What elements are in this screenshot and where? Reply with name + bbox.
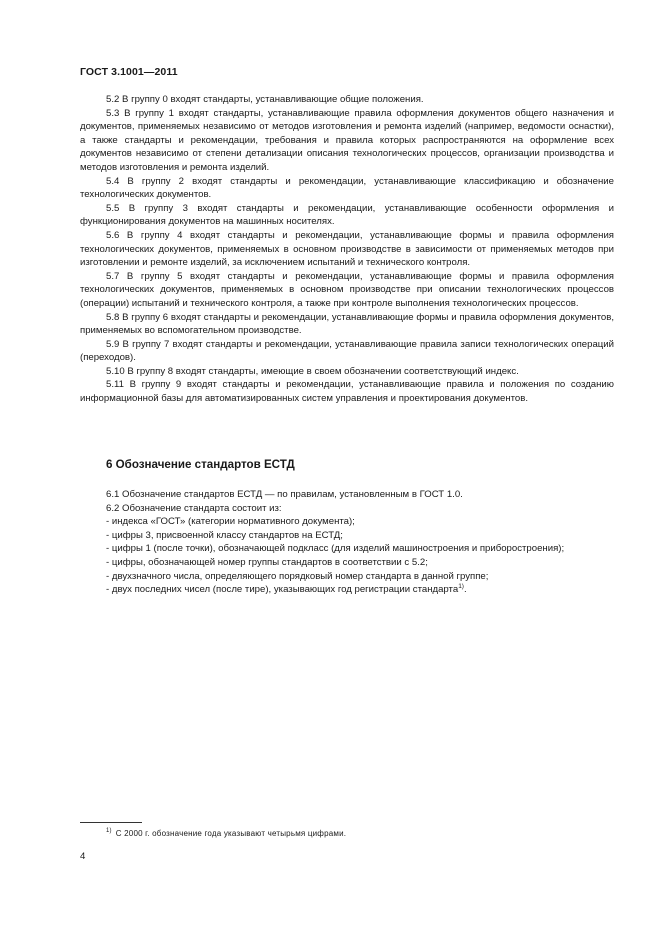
page-number: 4 (80, 851, 86, 862)
paragraph-5-3: 5.3 В группу 1 входят стандарты, устанавливающие правила оформления документов общего назначения и документов, применяемых независимо от методов изготовления и ремонта изделий (например, ведомости оснастки), а также стандарты и рекомендации, требования и правила которых распространяются на оформление всех документов независимо от степени детализации описания технологических процессов, организации производства и методов изготовления и ремонта изделий. (80, 107, 614, 173)
paragraph-6-2: 6.2 Обозначение стандарта состоит из: (106, 502, 282, 514)
paragraph-5-5: 5.5 В группу 3 входят стандарты и рекомендации, устанавливающие особенности оформления и функционирования документов на машинных носителях. (80, 202, 614, 228)
paragraph-6-1: 6.1 Обозначение стандартов ЕСТД — по правилам, установленным в ГОСТ 1.0. (106, 489, 463, 500)
section-5-body (80, 93, 614, 406)
paragraph-5-11: 5.11 В группу 9 входят стандарты и рекомендации, устанавливающие правила и положения по созданию информационной базы для автоматизированных систем управления и проектирования документов. (80, 379, 614, 405)
paragraph-5-6: 5.6 В группу 4 входят стандарты и рекомендации, устанавливающие формы и правила оформления технологических документов, применяемых в основном производстве в зависимости от применяемых методов при изготовлении и ремонте изделий, за исключением испытаний и технического контроля. (80, 229, 614, 269)
section-6-body (80, 488, 614, 597)
footnote-text: С 2000 г. обозначение года указывают четырьмя цифрами. (115, 829, 347, 838)
paragraph-5-9: 5.9 В группу 7 входят стандарты и рекомендации, устанавливающие правила записи технологических операций (переходов). (80, 338, 614, 364)
list-item: - цифры, обозначающей номер группы стандартов в соответствии с 5.2; (106, 556, 428, 568)
section-6-heading: 6 Обозначение стандартов ЕСТД (106, 458, 295, 471)
document-header: ГОСТ 3.1001—2011 (80, 66, 178, 78)
paragraph-5-2: 5.2 В группу 0 входят стандарты, устанавливающие общие положения. (106, 94, 424, 105)
footnote (106, 829, 346, 838)
list-item-text: - двух последних чисел (после тире), указывающих год регистрации стандарта (106, 584, 459, 596)
paragraph-5-8: 5.8 В группу 6 входят стандарты и рекомендации, устанавливающие формы и правила оформления документов, применяемых во вспомогательном производстве. (80, 311, 614, 337)
list-item: - цифры 1 (после точки), обозначающей подкласс (для изделий машиностроения и приборостроения); (106, 543, 565, 555)
paragraph-5-7: 5.7 В группу 5 входят стандарты и рекомендации, устанавливающие формы и правила оформления технологических документов, применяемых в основном производстве при описании технологических процессов (операции) испытаний и технического контроля, а также при контроле выполнения технологических процессов. (80, 270, 614, 309)
footnote-marker: 1) (106, 828, 112, 835)
paragraph-5-4: 5.4 В группу 2 входят стандарты и рекомендации, устанавливающие классификацию и обозначение технологических документов. (80, 175, 614, 201)
list-item: - индекса «ГОСТ» (категории нормативного документа); (106, 516, 355, 528)
paragraph-5-10: 5.10 В группу 8 входят стандарты, имеющие в своем обозначении соответствующий индекс. (106, 365, 519, 377)
list-item-with-footnote: - двух последних чисел (после тире), указывающих год регистрации стандарта$^{1)}$. (106, 582, 467, 596)
footnote-divider (80, 822, 142, 823)
list-item: - цифры 3, присвоенной классу стандартов на ЕСТД; (106, 529, 343, 541)
footnote-reference[interactable]: 1) (458, 582, 464, 590)
list-item: - двухзначного числа, определяющего порядковый номер стандарта в данной группе; (106, 570, 489, 582)
